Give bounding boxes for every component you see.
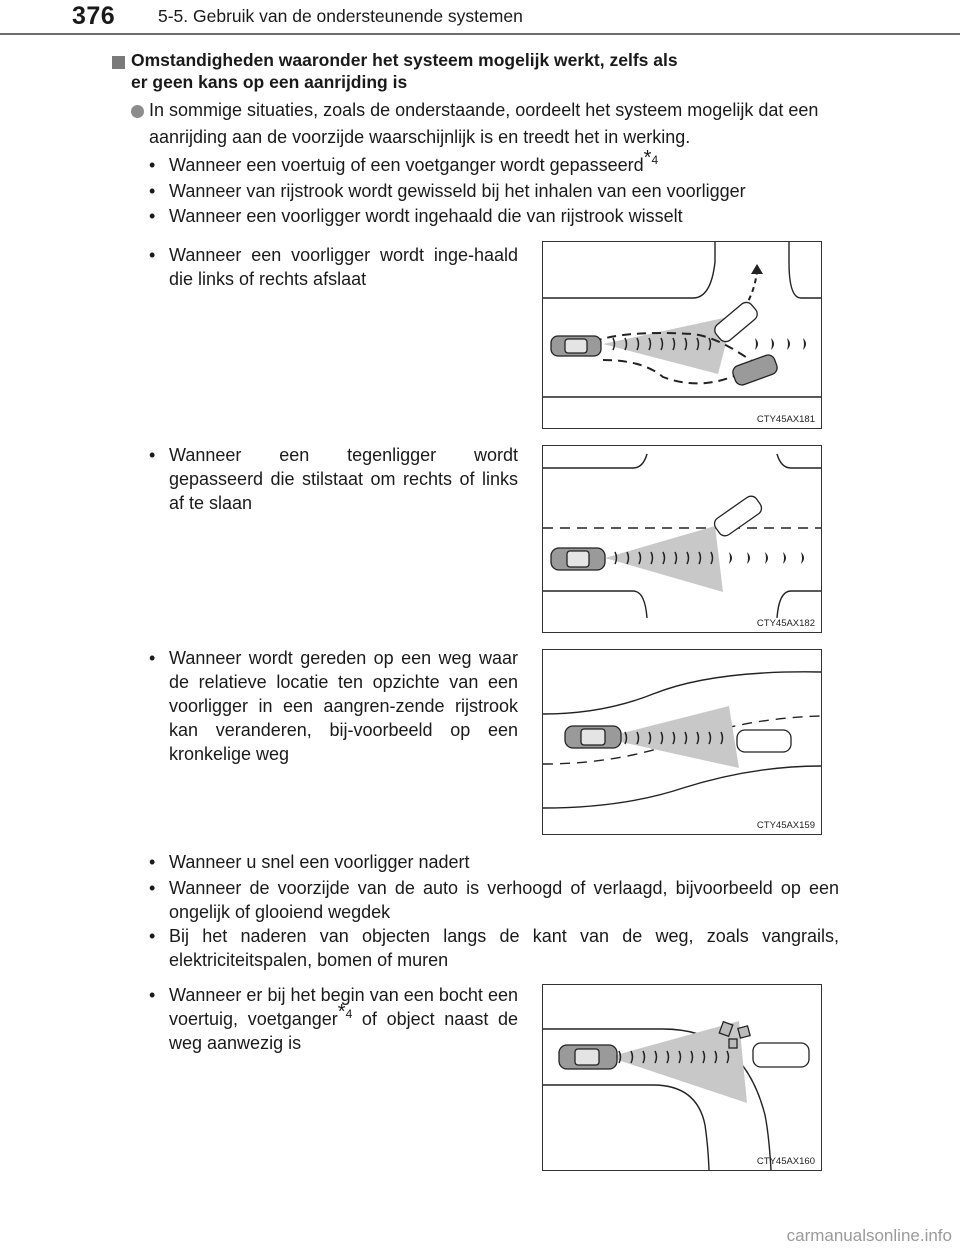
watermark: carmanualsonline.info [786, 1226, 952, 1245]
figure-overtake-turning [542, 241, 822, 429]
figure-code: CTY45AX159 [756, 820, 815, 831]
figure-oncoming-stopped [542, 445, 822, 633]
heading-square-icon [112, 56, 125, 69]
figure-winding-road [542, 649, 822, 835]
intro-paragraph: In sommige situaties, zoals de onderstaande, oordeelt het systeem mogelijk dat een aanrijding aan de voorzijde waarschijnlijk is en treedt het in werking. [149, 100, 819, 147]
page-number: 376 [72, 2, 116, 30]
figure-code: CTY45AX160 [756, 1156, 815, 1167]
section-heading [131, 49, 831, 93]
header-divider [0, 33, 960, 35]
figure-code: CTY45AX181 [756, 414, 815, 425]
figure-curve-object [542, 984, 822, 1171]
bullet-dot-icon [131, 105, 144, 118]
heading-line-2: er geen kans op een aanrijding is [131, 72, 408, 92]
footnote-star: * [337, 1001, 346, 1023]
page-header [0, 0, 960, 32]
footnote-number: 4 [651, 153, 659, 167]
figure-caption-1: • Wanneer een voorligger wordt inge-haald die links of rechts afslaat [149, 245, 518, 289]
footnote-star: * [643, 147, 652, 169]
chapter-title: 5-5. Gebruik van de ondersteunende systemen [158, 6, 523, 26]
figure-caption-3: • Wanneer wordt gereden op een weg waar de relatieve locatie ten opzichte van een voorligger in een aangren-zende rijstrook kan veranderen, bij-voorbeeld op een kronkelige weg [149, 648, 518, 764]
heading-line-1: Omstandigheden waaronder het systeem mogelijk werkt, zelfs als [131, 50, 678, 70]
figure-code: CTY45AX182 [756, 618, 815, 629]
footnote-number: 4 [345, 1007, 353, 1021]
figure-caption-2: • Wanneer een tegenligger wordt gepasseerd die stilstaat om rechts of links af te slaan [149, 445, 518, 513]
figure-caption-4: • Wanneer er bij het begin van een bocht een voertuig, voetganger$^{*4}$ of object naast de weg aanwezig is [149, 985, 519, 1053]
